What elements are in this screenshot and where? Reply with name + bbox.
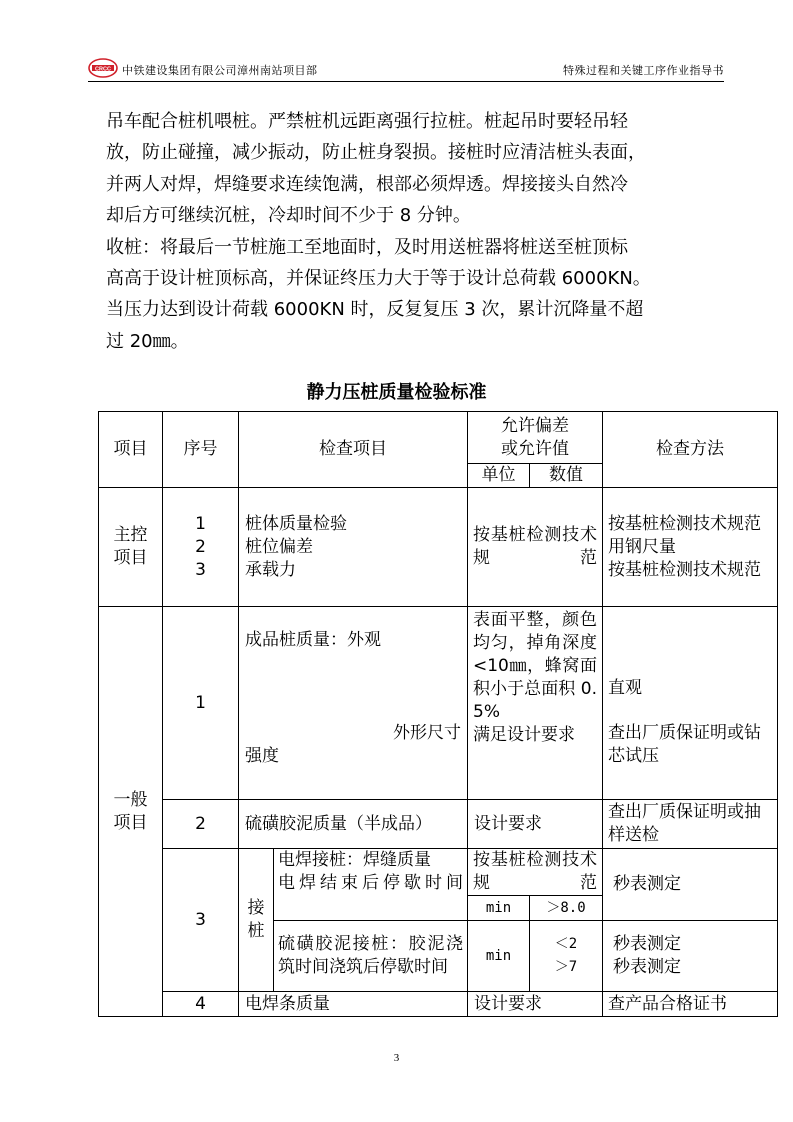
company-name: 中铁建设集团有限公司漳州南站项目部 xyxy=(122,64,318,77)
body-line: 并两人对焊，焊缝要求连续饱满，根部必须焊透。焊接接头自然冷 xyxy=(106,173,628,195)
general-row-4 xyxy=(99,992,778,1017)
general-row-4-allowance: 设计要求 xyxy=(468,992,603,1017)
sulfur-item: 硫磺胶泥接桩：胶泥浇筑时间浇筑后停歇时间 xyxy=(274,921,468,992)
body-line: 过 20㎜。 xyxy=(106,330,189,352)
body-line: 吊车配合桩机喂桩。严禁桩机远距离强行拉桩。桩起吊时要轻吊轻 xyxy=(106,111,628,132)
general-row-2-item: 硫磺胶泥质量（半成品） xyxy=(239,800,468,849)
body-line: 放，防止碰撞，减少振动，防止桩身裂损。接桩时应清洁桩头表面， xyxy=(106,142,646,164)
sulfur-values: ＜2 ＞7 xyxy=(530,921,603,992)
general-row-1-items: 成品桩质量：外观 外形尺寸 强度 xyxy=(239,607,468,800)
header-allowance: 允许偏差 或允许值 xyxy=(468,412,603,464)
general-row-1-allowance: 表面平整，颜色均匀，掉角深度<10㎜，蜂窝面积小于总面积 0.5% 满足设计要求 xyxy=(468,607,603,800)
body-line: 当压力达到设计荷载 6000KN 时，反复复压 3 次，累计沉降量不超 xyxy=(106,299,644,321)
page-header xyxy=(88,58,724,84)
document-title: 特殊过程和关键工序作业指导书 xyxy=(563,64,724,77)
sulfur-methods: 秒表测定 秒表测定 xyxy=(603,921,778,992)
body-line: 却后方可继续沉桩，冷却时间不少于 8 分钟。 xyxy=(106,205,471,227)
weld-method: 秒表测定 xyxy=(603,849,778,921)
inspection-table xyxy=(98,411,778,1017)
header-method: 检查方法 xyxy=(603,412,778,488)
general-row-2 xyxy=(99,800,778,849)
category-main-control: 主控项目 xyxy=(99,488,163,607)
general-row-1-seq: 1 xyxy=(163,607,239,800)
table-header-row xyxy=(99,412,778,464)
general-row-4-item: 电焊条质量 xyxy=(239,992,468,1017)
general-row-2-allowance: 设计要求 xyxy=(468,800,603,849)
body-line: 收桩：将最后一节桩施工至地面时，及时用送桩器将桩送至桩顶标 xyxy=(106,236,628,258)
general-row-3-weld xyxy=(99,849,778,921)
main-control-seqs: 1 2 3 xyxy=(163,488,239,607)
weld-allowance: 按基桩检测技术规范 min ＞8.0 xyxy=(468,849,603,921)
page-number: 3 xyxy=(393,1052,400,1064)
general-row-3-sublabel: 接桩 xyxy=(239,849,274,992)
general-row-4-seq: 4 xyxy=(163,992,239,1017)
general-row-3-seq: 3 xyxy=(163,849,239,992)
body-line: 高高于设计桩顶标高，并保证终压力大于等于设计总荷载 6000KN。 xyxy=(106,268,651,290)
header-divider xyxy=(88,81,724,82)
header-value: 数值 xyxy=(530,464,603,488)
main-control-allowance: 按基桩检测技术规范 xyxy=(468,488,603,607)
sulfur-unit: min xyxy=(468,921,530,992)
general-row-2-seq: 2 xyxy=(163,800,239,849)
crcc-logo-icon xyxy=(88,58,118,78)
weld-value: ＞8.0 xyxy=(546,900,586,916)
header-seq: 序号 xyxy=(163,412,239,488)
weld-items: 电焊接桩：焊缝质量 电焊结束后停歇时间 xyxy=(274,849,468,921)
category-general: 一般项目 xyxy=(99,607,163,1017)
svg-text:CRCC: CRCC xyxy=(95,66,111,73)
main-control-items: 桩体质量检验 桩位偏差 承载力 xyxy=(239,488,468,607)
general-row-1 xyxy=(99,607,778,800)
header-item: 项目 xyxy=(99,412,163,488)
general-row-2-method: 查出厂质保证明或抽样送检 xyxy=(603,800,778,849)
header-unit: 单位 xyxy=(468,464,530,488)
general-row-1-methods: 直观 查出厂质保证明或钻芯试压 xyxy=(603,607,778,800)
table-title: 静力压桩质量检验标准 xyxy=(306,382,487,403)
main-control-methods: 按基桩检测技术规范 用钢尺量 按基桩检测技术规范 xyxy=(603,488,778,607)
header-check-item: 检查项目 xyxy=(239,412,468,488)
main-control-row xyxy=(99,488,778,607)
general-row-4-method: 查产品合格证书 xyxy=(603,992,778,1017)
body-paragraph xyxy=(106,106,722,357)
weld-unit: min xyxy=(468,896,530,920)
